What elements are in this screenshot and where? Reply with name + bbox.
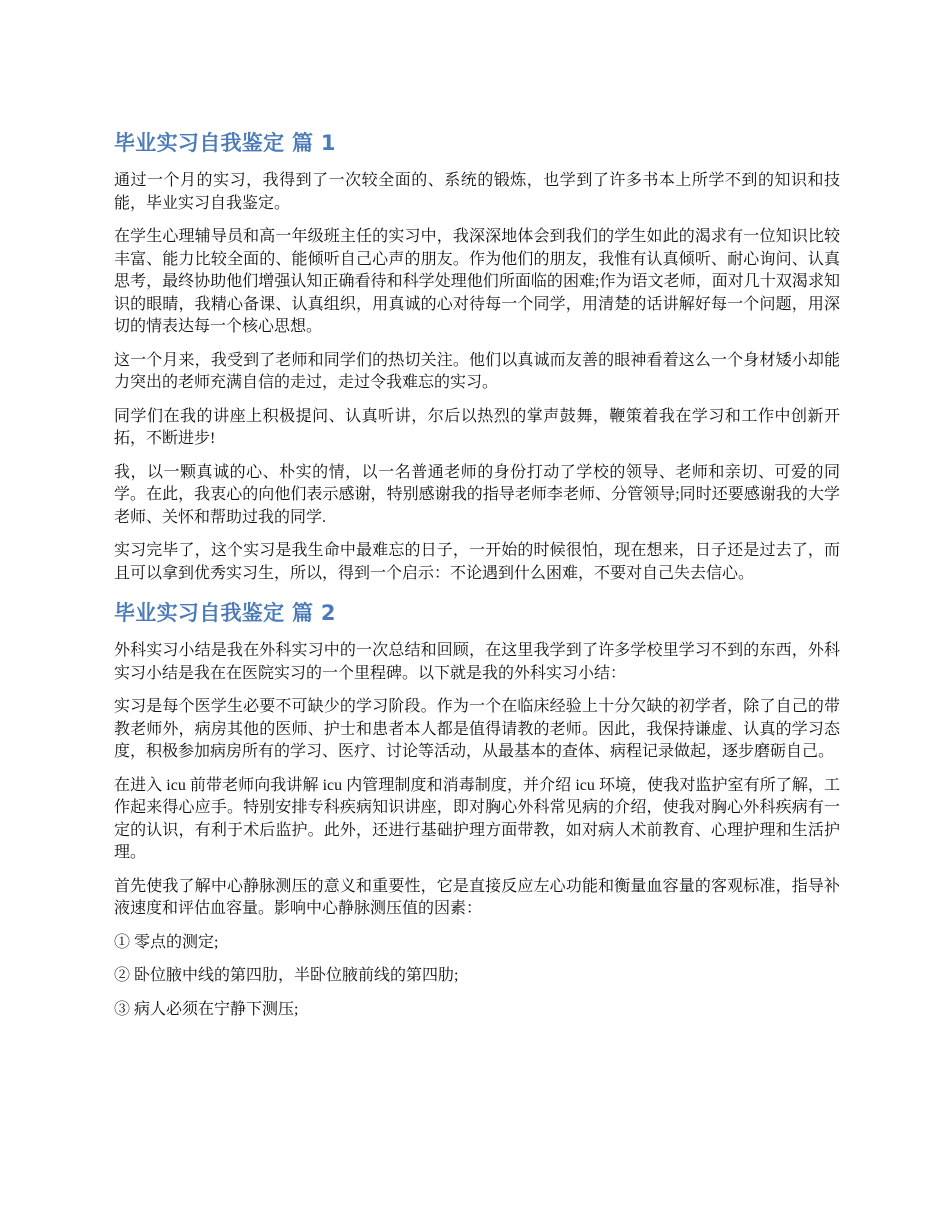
section-1-paragraph: 实习完毕了，这个实习是我生命中最难忘的日子，一开始的时候很怕，现在想来，日子还是过去了，而且可以拿到优秀实习生，所以，得到一个启示：不论遇到什么困难，不要对自己失去信心。 [114,542,840,582]
list-item: ② 卧位腋中线的第四肋，半卧位腋前线的第四肋; [114,967,459,984]
list-item: ③ 病人必须在宁静下测压; [114,1000,299,1018]
section-2-paragraph: 外科实习小结是我在外科实习中的一次总结和回顾，在这里我学到了许多学校里学习不到的东西，外科实习小结是我在在医院实习的一个里程碑。以下就是我的外科实习小结： [114,642,840,682]
section-2-paragraph: 在进入 icu 前带老师向我讲解 icu 内管理制度和消毒制度，并介绍 icu 环境，使我对监护室有所了解，工作起来得心应手。特别安排专科疾病知识讲座，即对胸心外科常见病的介绍，使我对胸心外科疾病有一定的认识，有利于术后监护。此外，还进行基础护理方面带教，如对病人术前教育、心理护理和生活护理。 [114,776,840,861]
document-page [114,126,840,1032]
section-1-title: 毕业实习自我鉴定 篇 1 [114,131,336,155]
section-2-paragraph: 首先使我了解中心静脉测压的意义和重要性，它是直接反应左心功能和衡量血容量的客观标准，指导补液速度和评估血容量。影响中心静脉测压值的因素： [114,877,840,917]
section-1-paragraph: 我，以一颗真诚的心、朴实的情，以一名普通老师的身份打动了学校的领导、老师和亲切、可爱的同学。在此，我衷心的向他们表示感谢，特别感谢我的指导老师李老师、分管领导;同时还要感谢我的大学老师、关怀和帮助过我的同学. [114,463,840,526]
list-item: ① 零点的测定; [114,933,219,951]
section-1-paragraph: 在学生心理辅导员和高一年级班主任的实习中，我深深地体会到我们的学生如此的渴求有一位知识比较丰富、能力比较全面的、能倾听自己心声的朋友。作为他们的朋友，我惟有认真倾听、耐心询问、认真思考，最终协助他们增强认知正确看待和科学处理他们所面临的困难;作为语文老师，面对几十双渴求知识的眼睛，我精心备课、认真组织，用真诚的心对待每一个同学，用清楚的话讲解好每一个问题，用深切的情表达每一个核心思想。 [114,228,840,335]
section-2-title: 毕业实习自我鉴定 篇 2 [114,601,336,625]
section-1-paragraph: 通过一个月的实习，我得到了一次较全面的、系统的锻炼，也学到了许多书本上所学不到的知识和技能，毕业实习自我鉴定。 [114,172,840,212]
section-2-paragraph: 实习是每个医学生必要不可缺少的学习阶段。作为一个在临床经验上十分欠缺的初学者，除了自己的带教老师外，病房其他的医师、护士和患者本人都是值得请教的老师。因此，我保持谦虚、认真的学习态度，积极参加病房所有的学习、医疗、讨论等活动，从最基本的查体、病程记录做起，逐步磨砺自己。 [114,698,840,760]
section-1-paragraph: 同学们在我的讲座上积极提问、认真听讲，尔后以热烈的掌声鼓舞，鞭策着我在学习和工作中创新开拓，不断进步! [114,407,840,447]
section-1-paragraph: 这一个月来，我受到了老师和同学们的热切关注。他们以真诚而友善的眼神看着这么一个身材矮小却能力突出的老师充满自信的走过，走过令我难忘的实习。 [114,351,840,391]
